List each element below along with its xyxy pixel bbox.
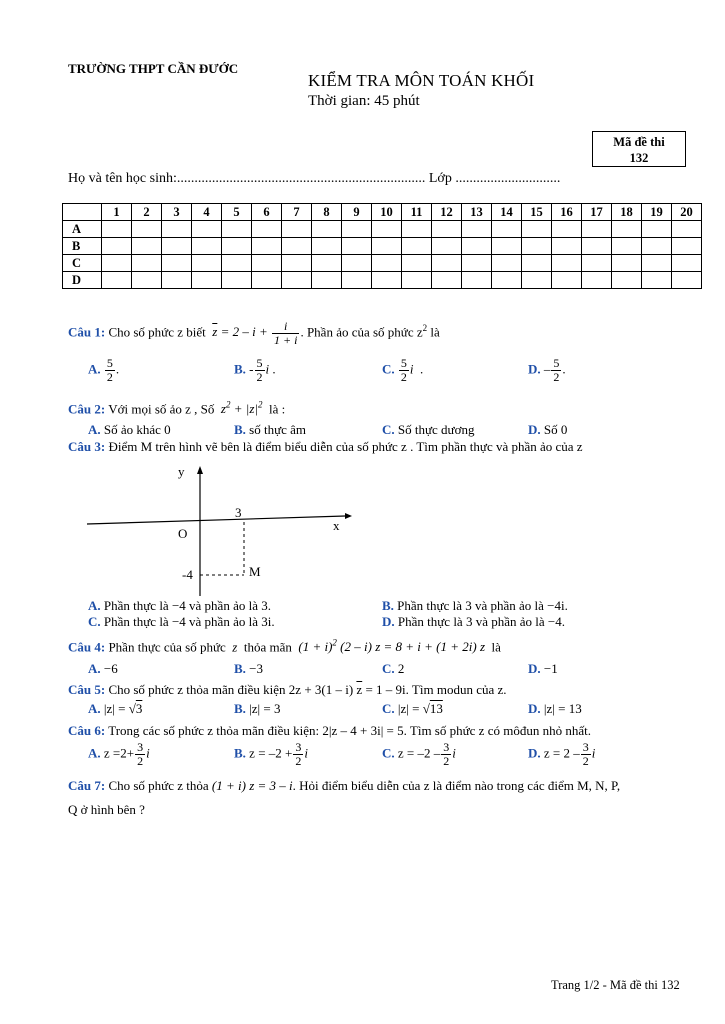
q2-option-b[interactable]: B. số thực âm <box>234 422 307 437</box>
q2-option-d[interactable]: D. Số 0 <box>528 422 568 437</box>
grid-column-header: 15 <box>522 204 552 221</box>
answer-cell[interactable] <box>312 238 342 255</box>
coordinate-figure <box>80 458 380 598</box>
exam-code-number: 132 <box>629 151 649 165</box>
question-5-label: Câu 5: <box>68 682 106 697</box>
q4-formula: $(1 + i)^2$ (2 – i) z = 8 + i + (1 + 2i) z <box>295 638 489 655</box>
answer-cell[interactable] <box>582 255 612 272</box>
q5-option-b[interactable]: B. |z| = 3 <box>234 701 281 716</box>
question-4-text-b: thỏa mãn <box>243 639 292 655</box>
y-label: y <box>178 464 185 479</box>
question-1-label: Câu 1: <box>68 324 106 340</box>
answer-cell[interactable] <box>222 221 252 238</box>
question-3-text: Điểm M trên hình vẽ bên là điểm biểu diễn của số phức z . Tìm phần thực và phần ảo của z <box>108 439 583 454</box>
answer-cell[interactable] <box>582 221 612 238</box>
answer-cell[interactable] <box>522 238 552 255</box>
answer-cell[interactable] <box>162 238 192 255</box>
answer-cell[interactable] <box>132 272 162 289</box>
question-4: Câu 4: Phần thực của số phức z thỏa mãn $(1 + i)^2$ (2 – i) z = 8 + i + (1 + 2i) z là <box>68 638 501 655</box>
answer-cell[interactable] <box>132 238 162 255</box>
answer-cell[interactable] <box>432 272 462 289</box>
question-2 <box>68 400 285 417</box>
q1-option-d[interactable]: D. – $\frac{5}{2}$ . <box>528 356 566 384</box>
answer-cell[interactable] <box>672 221 702 238</box>
question-5-text-a: Cho số phức z thỏa mãn điều kiện 2z + 3(1 – i) <box>108 682 354 697</box>
answer-cell[interactable] <box>342 238 372 255</box>
answer-cell[interactable] <box>102 238 132 255</box>
question-4-label: Câu 4: <box>68 639 106 655</box>
question-1-text-b: . Phần ảo của số phức z <box>300 324 423 340</box>
q5-option-d[interactable]: D. |z| = 13 <box>528 701 582 716</box>
grid-corner <box>63 204 102 221</box>
grid-column-header: 11 <box>402 204 432 221</box>
q6-option-b[interactable]: B. z = –2 + $\frac{3}{2}$ i <box>234 740 308 768</box>
answer-cell[interactable] <box>402 221 432 238</box>
grid-column-header: 3 <box>162 204 192 221</box>
answer-cell[interactable] <box>342 255 372 272</box>
answer-cell[interactable] <box>642 255 672 272</box>
answer-cell[interactable] <box>672 272 702 289</box>
grid-column-header: 17 <box>582 204 612 221</box>
question-7-text-a: Cho số phức z thỏa <box>108 778 209 793</box>
grid-column-header: 20 <box>672 204 702 221</box>
answer-cell[interactable] <box>492 238 522 255</box>
exam-title: KIỂM TRA MÔN TOÁN KHỐI <box>308 71 535 90</box>
answer-cell[interactable] <box>552 255 582 272</box>
answer-cell[interactable] <box>582 238 612 255</box>
question-6 <box>68 723 591 739</box>
question-6-text: Trong các số phức z thỏa mãn điều kiện: 2|z – 4 + 3i| = 5. Tìm số phức z có môđun nhỏ nhất. <box>108 723 591 738</box>
question-5: Câu 5: Cho số phức z thỏa mãn điều kiện 2z + 3(1 – i) $\overline{z} = 1 - 9i$. Tìm modun của z. <box>68 682 507 697</box>
answer-cell[interactable] <box>282 272 312 289</box>
grid-column-header: 8 <box>312 204 342 221</box>
student-info-line: Họ và tên học sinh:....................................................................... Lớp .............................. <box>68 171 561 186</box>
y-axis-arrow <box>197 466 203 474</box>
answer-cell[interactable] <box>312 255 342 272</box>
grid-column-header: 18 <box>612 204 642 221</box>
answer-cell[interactable] <box>612 221 642 238</box>
answer-cell[interactable] <box>192 272 222 289</box>
q1-formula: $\overline{z} = 2 - i$ + $\frac{i}{1 + i}$ <box>212 319 298 347</box>
answer-cell[interactable] <box>312 221 342 238</box>
point-m-label: M <box>249 564 261 579</box>
answer-cell[interactable] <box>312 272 342 289</box>
answer-cell[interactable] <box>432 221 462 238</box>
answer-cell[interactable] <box>282 221 312 238</box>
answer-cell[interactable] <box>162 255 192 272</box>
answer-cell[interactable] <box>102 255 132 272</box>
answer-cell[interactable] <box>222 255 252 272</box>
exam-duration: Thời gian: 45 phút <box>308 93 420 109</box>
answer-cell[interactable] <box>372 221 402 238</box>
question-2-label: Câu 2: <box>68 401 106 417</box>
answer-cell[interactable] <box>222 272 252 289</box>
question-1: Câu 1: Cho số phức z biết $\overline{z} = 2 - i$ + $\frac{i}{1 + i}$ . Phần ảo của số phức $z^2$ là <box>68 319 440 347</box>
q3-option-b[interactable]: B. Phần thực là 3 và phần ảo là −4i. <box>382 598 568 613</box>
grid-row <box>63 272 702 289</box>
q1-option-b[interactable]: B. - $\frac{5}{2}$ i . <box>234 356 276 384</box>
grid-column-header: 16 <box>552 204 582 221</box>
grid-column-header: 1 <box>102 204 132 221</box>
question-2-text-a: Với mọi số ảo z , Số <box>108 401 215 417</box>
q1-option-a[interactable]: A. $\frac{5}{2}$ . <box>88 356 120 384</box>
answer-cell[interactable] <box>612 255 642 272</box>
q4-option-b[interactable]: B. −3 <box>234 661 264 676</box>
answer-cell[interactable] <box>432 255 462 272</box>
question-3-label: Câu 3: <box>68 439 106 454</box>
answer-cell[interactable] <box>432 238 462 255</box>
q6-option-d[interactable]: D. z = 2 – $\frac{3}{2}$ i <box>528 740 596 768</box>
answer-cell[interactable] <box>372 272 402 289</box>
grid-column-header: 10 <box>372 204 402 221</box>
grid-row-header: B <box>63 238 102 255</box>
answer-cell[interactable] <box>192 221 222 238</box>
question-4-text-c: là <box>491 639 501 655</box>
grid-row <box>63 238 702 255</box>
q3-option-c[interactable]: C. Phần thực là −4 và phần ảo là 3i. <box>88 614 275 629</box>
answer-cell[interactable] <box>642 221 672 238</box>
question-2-text-b: là : <box>268 401 286 417</box>
answer-cell[interactable] <box>492 272 522 289</box>
x-label: x <box>333 518 340 533</box>
answer-cell[interactable] <box>522 221 552 238</box>
tick-label-3: 3 <box>235 505 242 520</box>
answer-cell[interactable] <box>492 255 522 272</box>
question-6-label: Câu 6: <box>68 723 106 738</box>
question-7-text-b: . Hỏi điểm biểu diễn của z là điểm nào trong các điểm M, N, P, <box>292 778 621 793</box>
answer-cell[interactable] <box>162 272 192 289</box>
grid-row-header: A <box>63 221 102 238</box>
q4-option-c[interactable]: C. 2 <box>382 661 405 676</box>
answer-cell[interactable] <box>252 255 282 272</box>
answer-cell[interactable] <box>192 255 222 272</box>
answer-cell[interactable] <box>252 272 282 289</box>
answer-cell[interactable] <box>372 255 402 272</box>
question-3 <box>68 439 583 455</box>
q5-option-c[interactable]: C. |z| = √13 <box>382 701 443 716</box>
q2-option-a[interactable]: A. Số ảo khác 0 <box>88 422 171 437</box>
answer-cell[interactable] <box>462 272 492 289</box>
q4-option-a[interactable]: A. −6 <box>88 661 118 676</box>
q3-option-d[interactable]: D. Phần thực là 3 và phần ảo là −4. <box>382 614 565 629</box>
answer-cell[interactable] <box>522 272 552 289</box>
answer-cell[interactable] <box>282 238 312 255</box>
answer-cell[interactable] <box>402 272 432 289</box>
answer-cell[interactable] <box>192 238 222 255</box>
answer-cell[interactable] <box>102 272 132 289</box>
answer-cell[interactable] <box>132 255 162 272</box>
answer-cell[interactable] <box>522 255 552 272</box>
answer-cell[interactable] <box>372 238 402 255</box>
page-footer: Trang 1/2 - Mã đề thi 132 <box>551 978 680 992</box>
grid-header-row <box>63 204 702 221</box>
grid-row <box>63 255 702 272</box>
answer-grid <box>62 203 702 289</box>
grid-row <box>63 221 702 238</box>
question-1-text-a: Cho số phức z biết <box>108 324 206 340</box>
answer-cell[interactable] <box>132 221 162 238</box>
answer-cell[interactable] <box>462 238 492 255</box>
answer-cell[interactable] <box>612 238 642 255</box>
grid-column-header: 4 <box>192 204 222 221</box>
grid-column-header: 13 <box>462 204 492 221</box>
q2-option-c[interactable]: C. Số thực dương <box>382 422 475 437</box>
answer-cell[interactable] <box>402 255 432 272</box>
answer-cell[interactable] <box>402 238 432 255</box>
answer-cell[interactable] <box>222 238 252 255</box>
school-name: TRƯỜNG THPT CẦN ĐƯỚC <box>68 61 239 76</box>
answer-cell[interactable] <box>252 238 282 255</box>
q6-option-c[interactable]: C. z = –2 – $\frac{3}{2}$ i <box>382 740 456 768</box>
answer-cell[interactable] <box>612 272 642 289</box>
grid-column-header: 19 <box>642 204 672 221</box>
q6-option-a[interactable]: A. z =2+ $\frac{3}{2}$ i <box>88 740 150 768</box>
grid-column-header: 9 <box>342 204 372 221</box>
q2-formula: $z^2 + |z|^2$ <box>217 400 263 417</box>
answer-cell[interactable] <box>462 255 492 272</box>
answer-cell[interactable] <box>342 221 372 238</box>
grid-row-header: C <box>63 255 102 272</box>
answer-cell[interactable] <box>552 272 582 289</box>
q4-option-d[interactable]: D. −1 <box>528 661 558 676</box>
grid-column-header: 2 <box>132 204 162 221</box>
answer-cell[interactable] <box>672 255 702 272</box>
grid-row-header: D <box>63 272 102 289</box>
x-axis-arrow <box>345 513 352 519</box>
answer-cell[interactable] <box>102 221 132 238</box>
q3-option-a[interactable]: A. Phần thực là −4 và phần ảo là 3. <box>88 598 271 613</box>
origin-label: O <box>178 526 188 541</box>
answer-cell[interactable] <box>162 221 192 238</box>
answer-cell[interactable] <box>642 272 672 289</box>
answer-cell[interactable] <box>552 221 582 238</box>
exam-code-label: Mã đề thi <box>613 135 665 149</box>
grid-column-header: 7 <box>282 204 312 221</box>
answer-cell[interactable] <box>282 255 312 272</box>
answer-cell[interactable] <box>672 238 702 255</box>
q7-formula: (1 + i) z = 3 – i <box>211 778 293 793</box>
grid-column-header: 5 <box>222 204 252 221</box>
answer-cell[interactable] <box>252 221 282 238</box>
question-7-cont: Q ở hình bên ? <box>68 802 145 817</box>
tick-label-minus-4: -4 <box>182 567 193 582</box>
answer-cell[interactable] <box>492 221 522 238</box>
question-1-text-c: là <box>427 324 440 340</box>
answer-cell[interactable] <box>642 238 672 255</box>
grid-column-header: 14 <box>492 204 522 221</box>
exam-code-box <box>592 131 686 167</box>
q5-option-a[interactable]: A. |z| = √3 <box>88 701 143 716</box>
grid-column-header: 6 <box>252 204 282 221</box>
answer-cell[interactable] <box>462 221 492 238</box>
question-5-text-b: = 1 – 9i. Tìm modun của z. <box>365 682 507 697</box>
x-axis-line <box>87 516 345 524</box>
q1-option-c[interactable]: C. $\frac{5}{2}$ i . <box>382 356 424 384</box>
question-7 <box>68 778 620 794</box>
grid-column-header: 12 <box>432 204 462 221</box>
answer-cell[interactable] <box>552 238 582 255</box>
answer-cell[interactable] <box>582 272 612 289</box>
question-7-label: Câu 7: <box>68 778 106 793</box>
question-4-text-a: Phần thực của số phức <box>108 639 226 655</box>
answer-cell[interactable] <box>342 272 372 289</box>
